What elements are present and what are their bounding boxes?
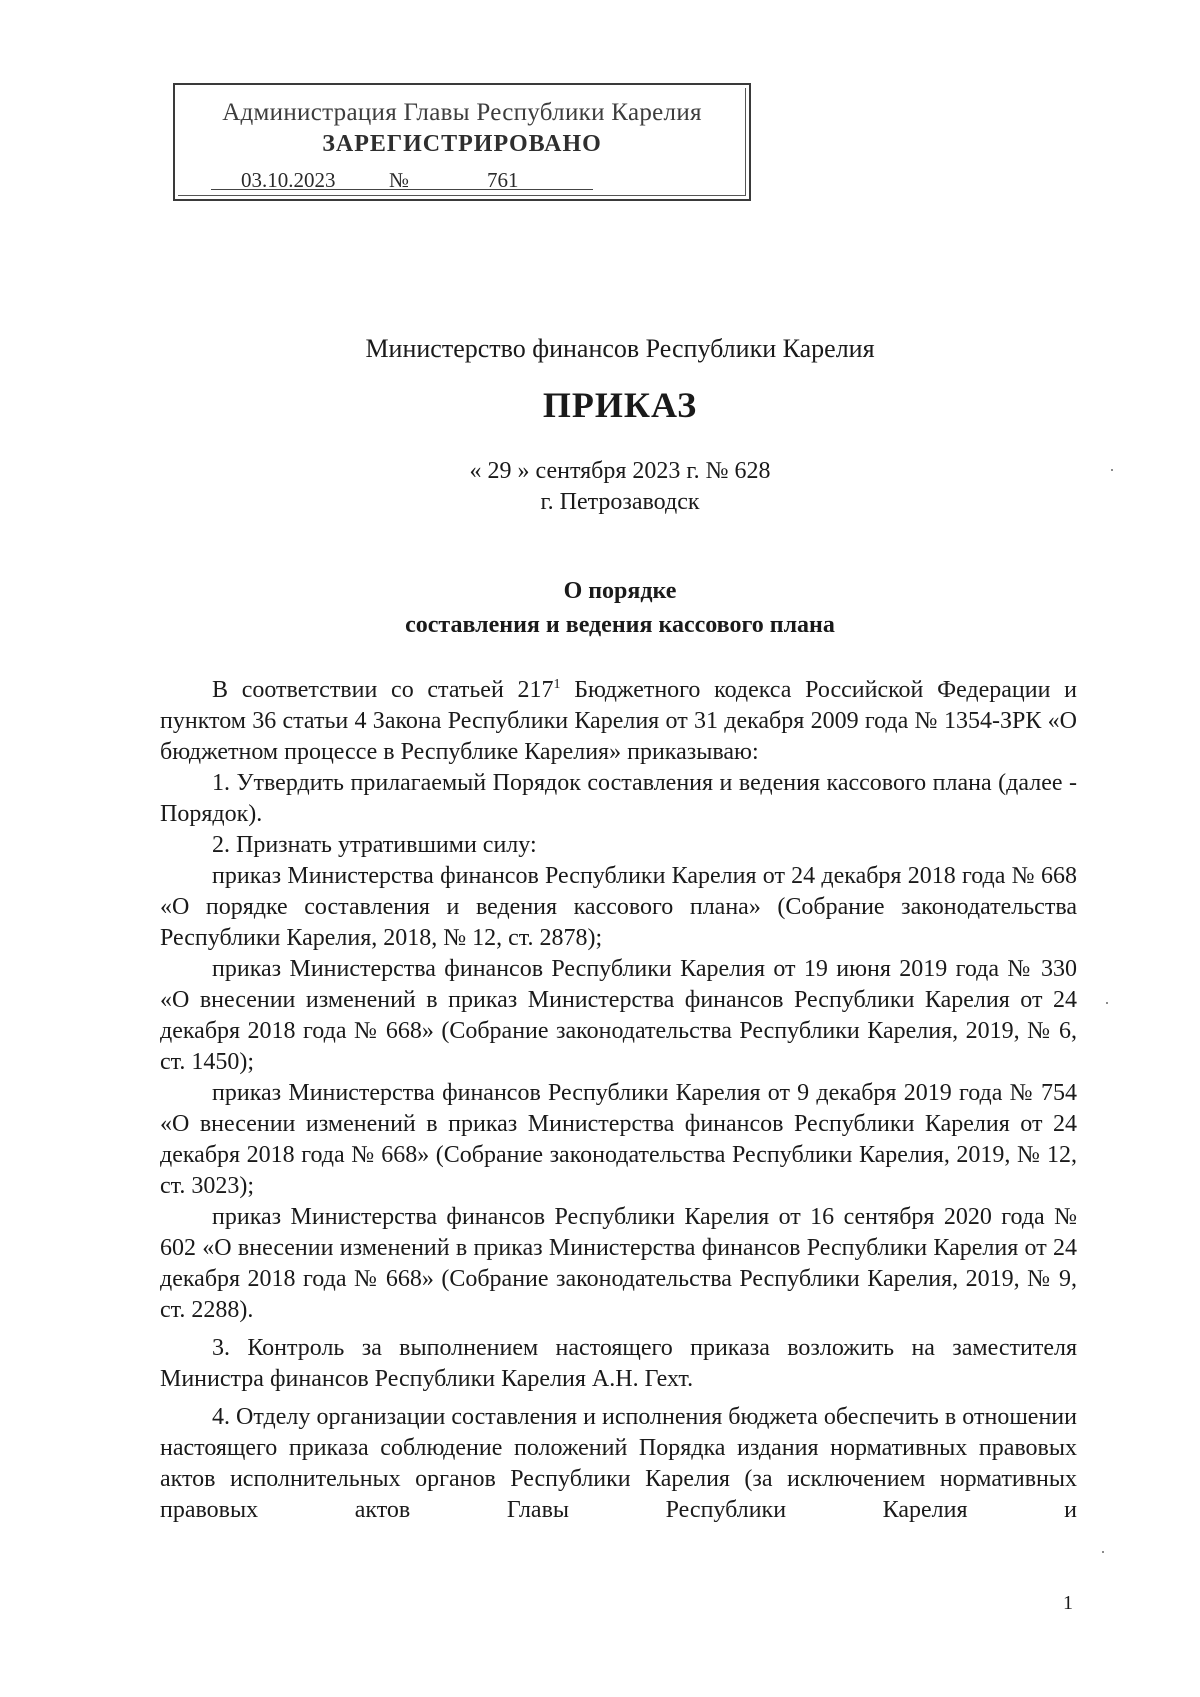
stamp-organization: Администрация Главы Республики Карелия bbox=[222, 99, 702, 126]
stamp-underline bbox=[211, 189, 593, 190]
preamble-text-a: В соответствии со статьей 217 bbox=[212, 677, 554, 703]
scan-speck bbox=[1111, 469, 1113, 471]
stamp-number: 761 bbox=[487, 168, 519, 192]
paragraph-2-item-3: приказ Министерства финансов Республики Карелия от 9 декабря 2019 года № 754 «О внесении изменений в приказ Министерства финансов Республики Карелия от 24 декабря 2018 года № 668» (Собрание законодательства Республики Карелия, 2019, № 12, ст. 3023); bbox=[160, 1080, 1077, 1199]
paragraph-2-item-4: приказ Министерства финансов Республики Карелия от 16 сентября 2020 года № 602 «О внесении изменений в приказ Министерства финансов Республики Карелия от 24 декабря 2018 года № 668» (Собрание законодательства Республики Карелия, 2019, № 9, ст. 2288). bbox=[160, 1204, 1077, 1323]
subject-line-2: составления и ведения кассового плана bbox=[405, 612, 835, 638]
preamble-paragraph bbox=[160, 675, 1077, 768]
paragraph-2-item-2: приказ Министерства финансов Республики Карелия от 19 июня 2019 года № 330 «О внесении изменений в приказ Министерства финансов Республики Карелия от 24 декабря 2018 года № 668» (Собрание законодательства Республики Карелия, 2019, № 6, ст. 1450); bbox=[160, 956, 1077, 1075]
article-superscript: 1 bbox=[553, 677, 561, 692]
page-number: 1 bbox=[1063, 1592, 1073, 1614]
registration-stamp bbox=[173, 83, 751, 201]
stamp-date: 03.10.2023 bbox=[241, 168, 336, 192]
order-date-number: « 29 » сентября 2023 г. № 628 bbox=[469, 458, 771, 484]
paragraph-2: 2. Признать утратившими силу: bbox=[212, 832, 537, 858]
stamp-number-label: № bbox=[389, 168, 410, 192]
paragraph-3: 3. Контроль за выполнением настоящего приказа возложить на заместителя Министра финансов Республики Карелия А.Н. Гехт. bbox=[160, 1335, 1077, 1392]
preamble-text-b: Бюджетного кодекса Российской Федерации и пунктом 36 статьи 4 Закона Республики Карелия от 31 декабря 2009 года № 1354-ЗРК «О бюджетном процессе в Республике Карелия» приказываю: bbox=[160, 677, 1078, 765]
paragraph-2-item-1: приказ Министерства финансов Республики Карелия от 24 декабря 2018 года № 668 «О порядке составления и ведения кассового плана» (Собрание законодательства Республики Карелия, 2018, № 12, ст. 2878); bbox=[160, 863, 1077, 951]
order-city: г. Петрозаводск bbox=[540, 489, 700, 515]
scan-speck bbox=[1102, 1551, 1104, 1553]
document-type: ПРИКАЗ bbox=[542, 385, 698, 425]
document-body bbox=[160, 675, 1077, 1526]
subject-line-1: О порядке bbox=[563, 578, 677, 604]
paragraph-1: 1. Утвердить прилагаемый Порядок составления и ведения кассового плана (далее - Порядок). bbox=[160, 770, 1077, 827]
stamp-status: ЗАРЕГИСТРИРОВАНО bbox=[322, 131, 602, 157]
ministry-name: Министерство финансов Республики Карелия bbox=[365, 334, 875, 363]
scan-speck bbox=[1106, 1002, 1108, 1004]
paragraph-4: 4. Отделу организации составления и исполнения бюджета обеспечить в отношении настоящего приказа соблюдение положений Порядка издания нормативных правовых актов исполнительных органов Республики Карелия (за исключением нормативных правовых актов Главы Республики Карелия и bbox=[160, 1404, 1077, 1523]
